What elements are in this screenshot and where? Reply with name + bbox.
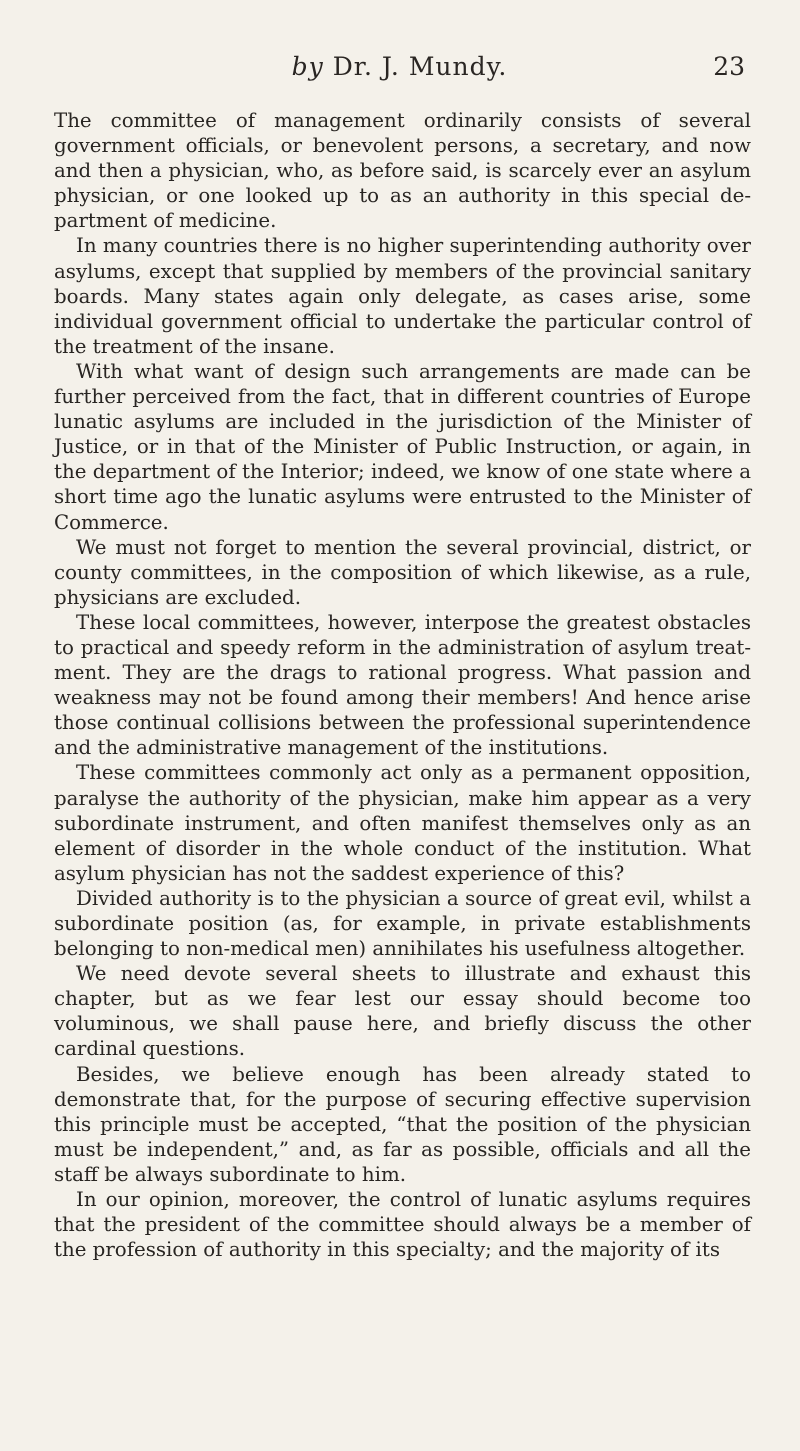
- paragraph: Divided authority is to the physician a source of great evil, whilst a subordinate position (as, for example, in private establishments belonging to non-medical men) annihilates his usefulness altogether.: [54, 886, 751, 961]
- paragraph: In many countries there is no higher superintending authority over asylums, except that supplied by members of the provincial sanitary boards. Many states again only delegate, as cases arise, some individual government official to undertake the particular control of the treatment of the insane.: [54, 234, 751, 358]
- paragraph: These committees commonly act only as a permanent opposition, paralyse the authority of the physician, make him appear as a very subordinate instrument, and often manifest themselves only as an element of disorder in the whole conduct of the institution. What asylum physician has not the saddest experience of this?: [54, 761, 751, 885]
- page-header: [54, 52, 745, 92]
- body-text: [54, 108, 751, 1262]
- paragraph: The committee of management ordinarily consists of several government officials, or benevolent persons, a secretary, and now and then a physician, who, as before said, is scarcely ever an asylum physician, or one looked up to as an authority in this special department of medicine.: [54, 109, 751, 233]
- running-title-by: by: [291, 52, 324, 81]
- running-title-author: Dr. J. Mundy.: [323, 52, 508, 81]
- running-title: [54, 52, 745, 81]
- paragraph: With what want of design such arrangements are made can be further perceived from the fact, that in different countries of Europe lunatic asylums are included in the jurisdiction of the Minister of Justice, or in that of the Minister of Public Instruction, or again, in the department of the Interior; indeed, we know of one state where a short time ago the lunatic asylums were entrusted to the Minister of Commerce.: [54, 359, 751, 534]
- paragraph: We need devote several sheets to illustrate and exhaust this chapter, but as we fear lest our essay should become too voluminous, we shall pause here, and briefly discuss the other cardinal questions.: [54, 962, 751, 1061]
- paragraph: In our opinion, moreover, the control of lunatic asylums requires that the president of the committee should always be a member of the profession of authority in this specialty; and the majority of its: [54, 1188, 751, 1262]
- paragraph: We must not forget to mention the several provincial, district, or county committees, in the composition of which likewise, as a rule, physicians are excluded.: [54, 535, 751, 609]
- paragraph: These local committees, however, interpose the greatest obstacles to practical and speedy reform in the administration of asylum treatment. They are the drags to rational progress. What passion and weakness may not be found among their members! And hence arise those continual collisions between the professional superintendence and the administrative management of the institutions.: [54, 610, 751, 760]
- paragraph: Besides, we believe enough has been already stated to demonstrate that, for the purpose of securing effective supervision this principle must be accepted, “that the position of the physician must be independent,” and, as far as possible, officials and all the staff be always subordinate to him.: [54, 1062, 751, 1186]
- page-number: 23: [713, 52, 745, 81]
